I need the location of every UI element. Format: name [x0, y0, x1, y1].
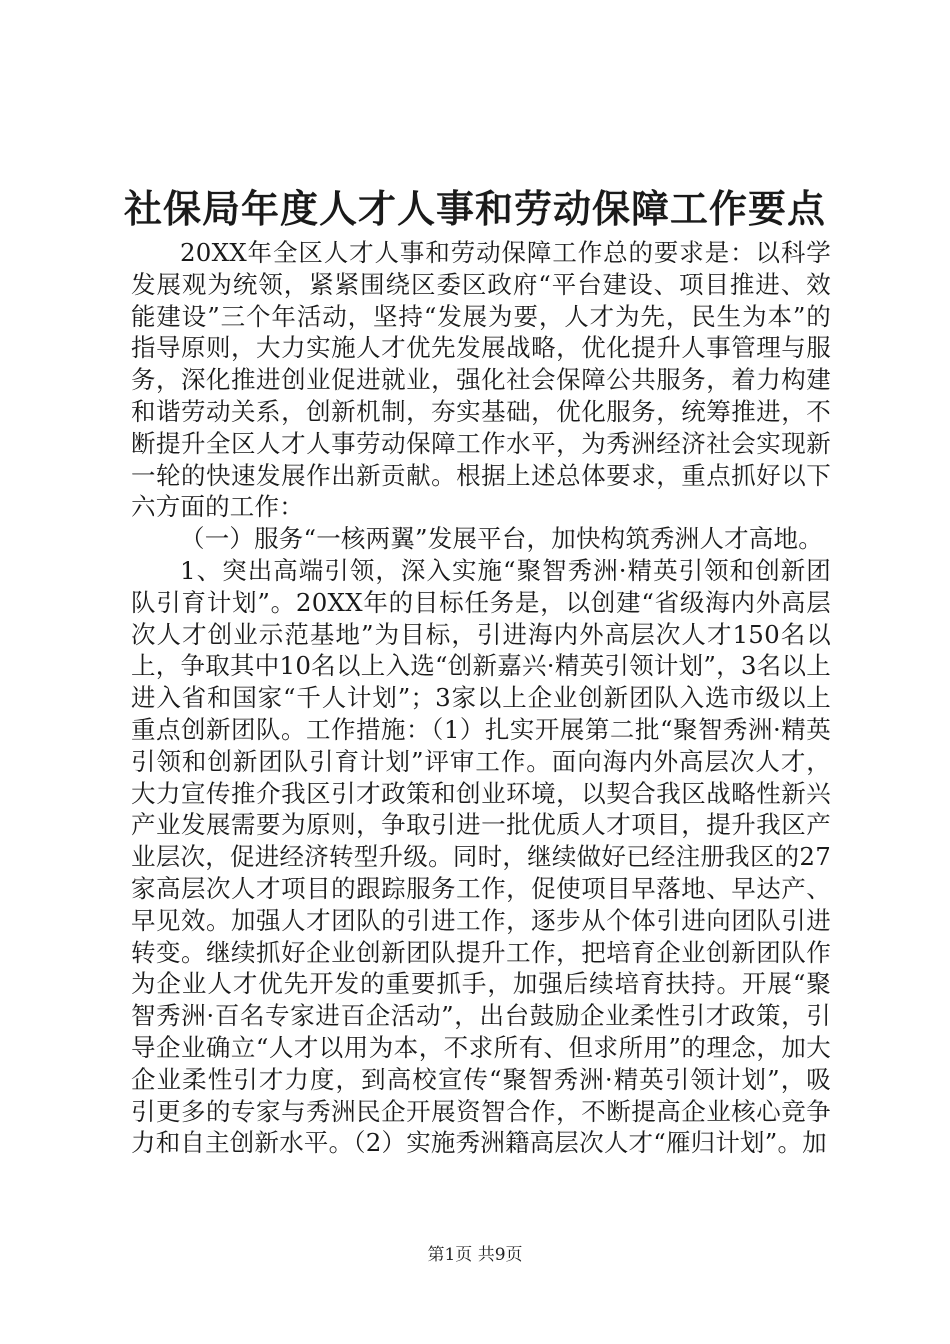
- page-footer: 第1页 共9页: [427, 1245, 523, 1265]
- paragraph-section-heading: （一）服务“一核两翼”发展平台，加快构筑秀洲人才高地。: [180, 524, 823, 554]
- document-title: 社保局年度人才人事和劳动保障工作要点: [123, 186, 826, 231]
- document-body: [131, 237, 831, 1159]
- paragraph-intro: 20XX年全区人才人事和劳动保障工作总的要求是：以科学发展观为统领，紧紧围绕区委区政府“平台建设、项目推进、效能建设”三个年活动，坚持“发展为要，人才为先，民生为本”的指导原则，大力实施人才优先发展战略，优化提升人事管理与服务，深化推进创业促进就业，强化社会保障公共服务，着力构建和谐劳动关系，创新机制，夯实基础，优化服务，统筹推进，不断提升全区人才人事劳动保障工作水平，为秀洲经济社会实现新一轮的快速发展作出新贡献。根据上述总体要求，重点抓好以下六方面的工作：: [131, 238, 831, 522]
- paragraph-item-1: 1、突出高端引领，深入实施“聚智秀洲·精英引领和创新团队引育计划”。20XX年的目标任务是，以创建“省级海内外高层次人才创业示范基地”为目标，引进海内外高层次人才150名以上，争取其中10名以上入选“创新嘉兴·精英引领计划”，3名以上进入省和国家“千人计划”；3家以上企业创新团队入选市级以上重点创新团队。工作措施：（1）扎实开展第二批“聚智秀洲·精英引领和创新团队引育计划”评审工作。面向海内外高层次人才，大力宣传推介我区引才政策和创业环境，以契合我区战略性新兴产业发展需要为原则，争取引进一批优质人才项目，提升我区产业层次，促进经济转型升级。同时，继续做好已经注册我区的27家高层次人才项目的跟踪服务工作，促使项目早落地、早达产、早见效。加强人才团队的引进工作，逐步从个体引进向团队引进转变。继续抓好企业创新团队提升工作，把培育企业创新团队作为企业人才优先开发的重要抓手，加强后续培育扶持。开展“聚智秀洲·百名专家进百企活动”，出台鼓励企业柔性引才政策，引导企业确立“人才以用为本，不求所有、但求所用”的理念，加大企业柔性引才力度，到高校宣传“聚智秀洲·精英引领计划”，吸引更多的专家与秀洲民企开展资智合作，不断提高企业核心竞争力和自主创新水平。（2）实施秀洲籍高层次人才“雁归计划”。加: [131, 555, 831, 1158]
